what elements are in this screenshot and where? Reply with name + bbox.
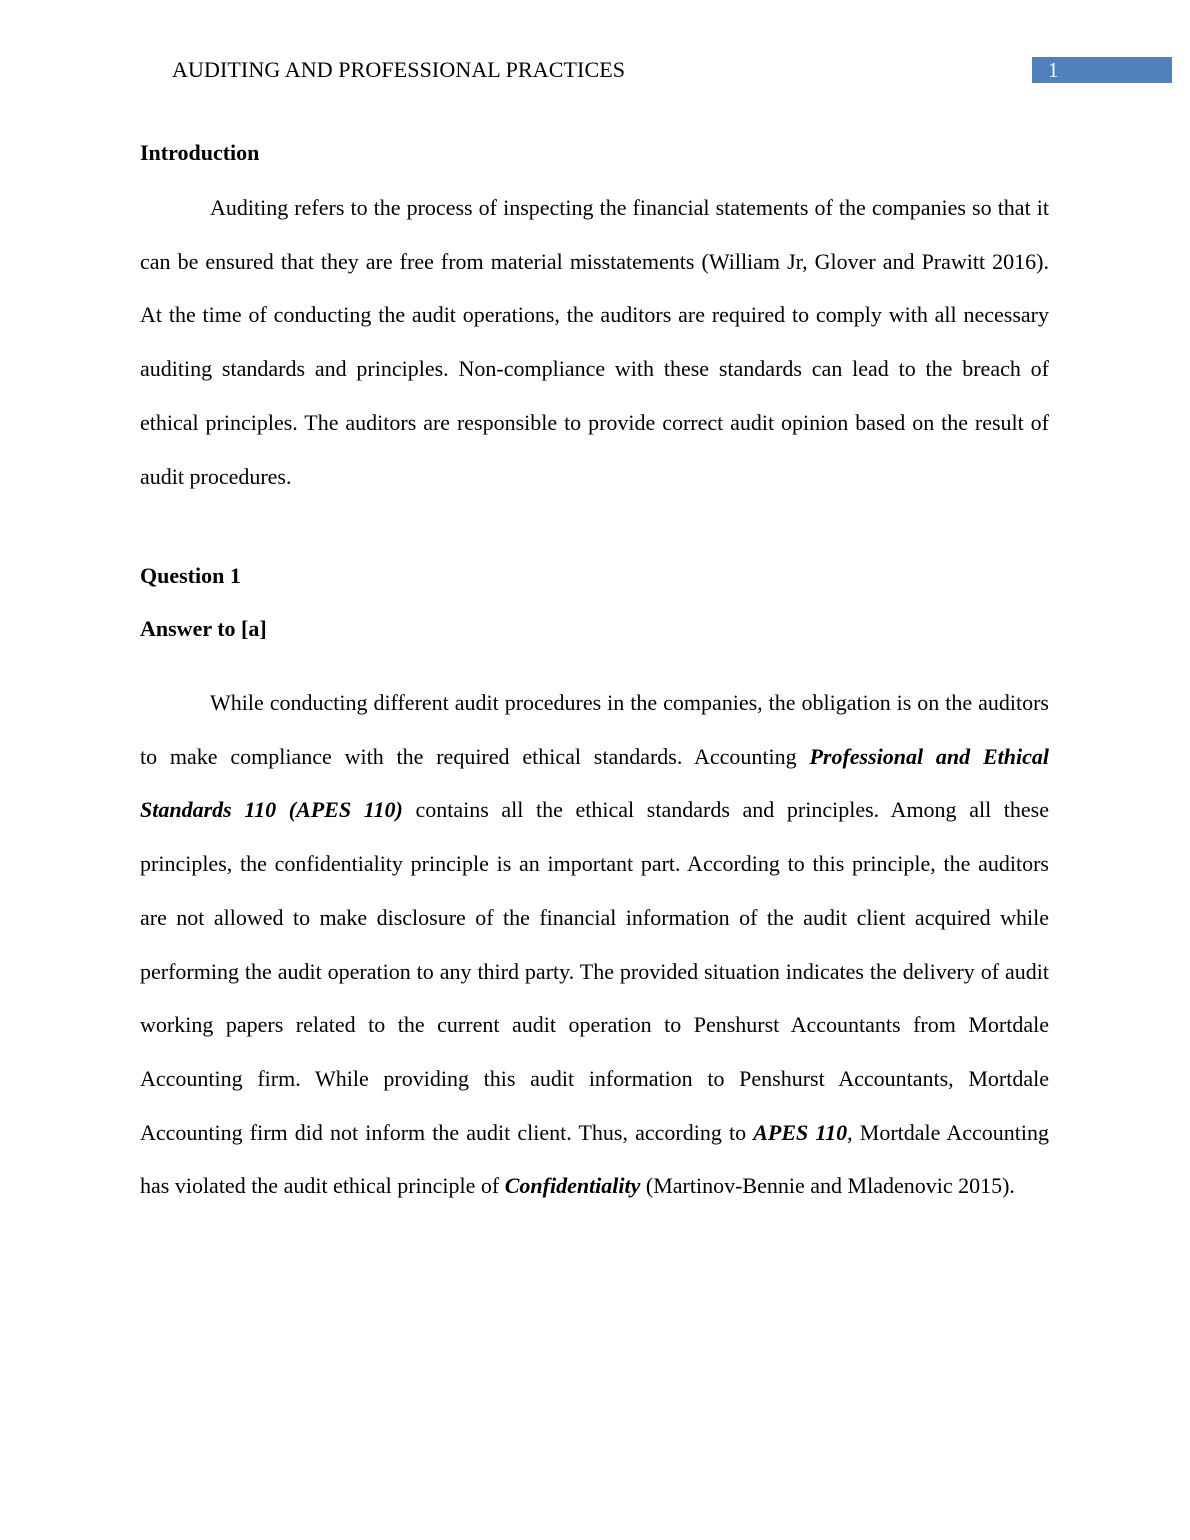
introduction-heading: Introduction	[140, 140, 260, 165]
answer-a-heading: Answer to [a]	[140, 616, 267, 641]
apes-110-reference: APES 110	[753, 1119, 848, 1145]
introduction-paragraph: Auditing refers to the process of inspecting the financial statements of the companies so that it can be ensured that they are free from material misstatements (William Jr, Glover and Prawitt 2016). At the time of conducting the audit operations, the auditors are required to comply with all necessary auditing standards and principles. Non-compliance with these standards can lead to the breach of ethical principles. The auditors are responsible to provide correct audit opinion based on the result of audit procedures.	[140, 195, 1049, 489]
page-number: 1	[1048, 58, 1059, 82]
answer-text-part-2: contains all the ethical standards and principles. Among all these principles, the confidentiality principle is an important part. According to this principle, the auditors are not allowed to make disclosure of the financial information of the audit client acquired while performing the audit operation to any third party. The provided situation indicates the delivery of audit working papers related to the current audit operation to Penshurst Accountants from Mortdale Accounting firm. While providing this audit information to Penshurst Accountants, Mortdale Accounting firm did not inform the audit client. Thus, according to	[140, 797, 1050, 1145]
answer-text-part-1: While conducting different audit procedures in the companies, the obligation is on the auditors to make compliance with the required ethical standards. Accounting	[140, 690, 1049, 769]
page-number-badge	[1032, 57, 1172, 83]
answer-text-part-3: , Mortdale Accounting has violated the audit ethical principle of	[140, 1119, 1049, 1199]
answer-a-paragraph	[140, 676, 1049, 1213]
answer-text-part-4: (Martinov-Bennie and Mladenovic 2015).	[640, 1173, 1015, 1199]
running-header-title: AUDITING AND PROFESSIONAL PRACTICES	[172, 57, 626, 82]
confidentiality-term: Confidentiality	[504, 1173, 641, 1199]
apes-110-full-title: Professional and Ethical Standards 110 (APES 110)	[140, 743, 1049, 823]
question-1-heading: Question 1	[140, 563, 241, 588]
